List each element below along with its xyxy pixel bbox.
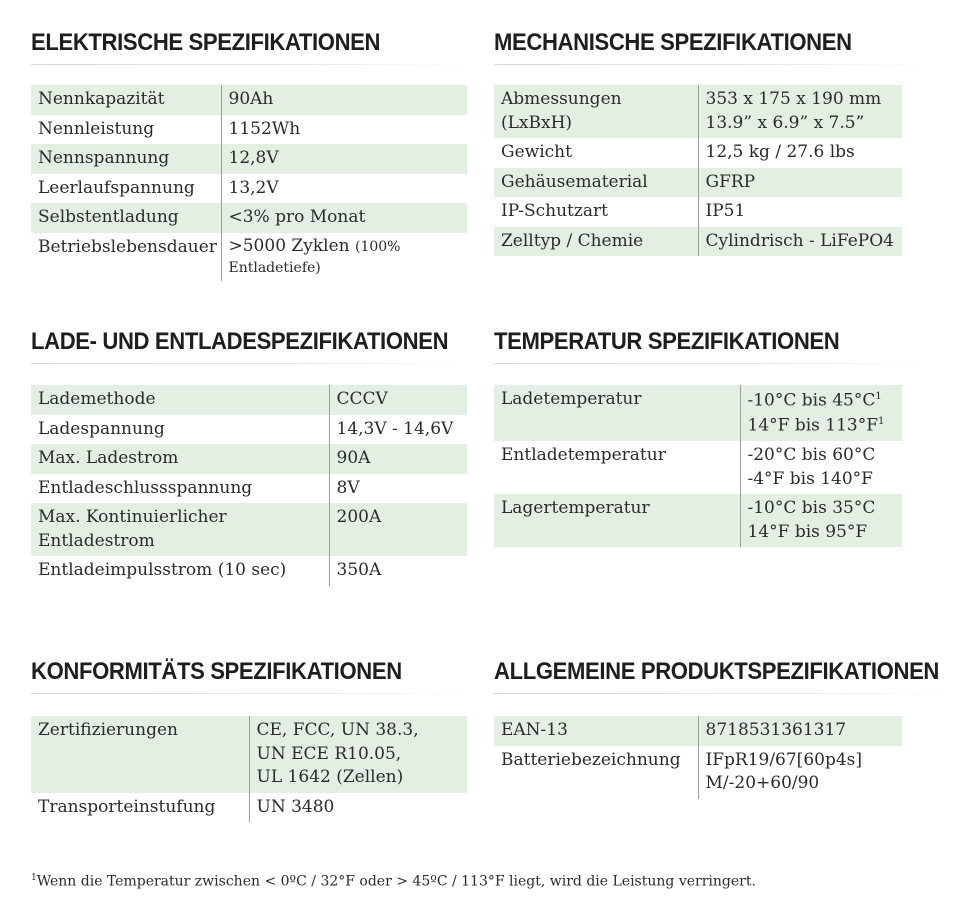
- section-divider: [31, 363, 471, 364]
- spec-label: Transporteinstufung: [38, 796, 216, 817]
- spec-label: Zertifizierungen: [31, 716, 249, 793]
- table-row: [31, 793, 467, 823]
- spec-value-note: (100%: [354, 238, 401, 255]
- table-row: [31, 556, 467, 586]
- compliance-section: [31, 658, 471, 694]
- spec-label: EAN-13: [494, 716, 698, 746]
- spec-value: 14,3V - 14,6V: [329, 415, 467, 445]
- spec-value: [740, 494, 902, 547]
- spec-label: Ladespannung: [38, 418, 165, 439]
- table-row: [494, 441, 902, 494]
- spec-label: Gehäusematerial: [494, 168, 698, 198]
- table-row: [494, 746, 902, 799]
- general-section: [494, 658, 954, 694]
- spec-value-line: CE, FCC, UN 38.3,: [256, 720, 419, 740]
- spec-label-line: Abmessungen: [501, 89, 622, 109]
- spec-value: 350A: [329, 556, 467, 586]
- spec-value-line: 14°F bis 95°F: [747, 521, 868, 542]
- spec-label: Nennspannung: [31, 144, 221, 174]
- spec-label: Entladeschlussspannung: [38, 477, 253, 498]
- spec-label: Entladeimpulsstrom (10 sec): [38, 560, 287, 580]
- table-row: [31, 85, 467, 115]
- table-row: [494, 716, 902, 746]
- spec-label-line: Entladestrom: [38, 530, 155, 551]
- table-row: [494, 494, 902, 547]
- temperature-title: TEMPERATUR SPEZIFIKATIONEN: [494, 328, 840, 355]
- spec-value: [221, 233, 467, 281]
- table-row: [31, 144, 467, 174]
- spec-value: 1152Wh: [221, 115, 467, 145]
- spec-value-line: -10°C bis 45°C: [747, 390, 876, 411]
- spec-label: Lademethode: [31, 385, 329, 415]
- spec-value-line: 353 x 175 x 190 mm: [705, 89, 882, 109]
- spec-value-line: UL 1642 (Zellen): [256, 767, 404, 787]
- spec-value: [698, 85, 902, 138]
- spec-value: IP51: [698, 197, 902, 227]
- spec-value-line: -20°C bis 60°C: [747, 445, 876, 466]
- footnote-text: Wenn die Temperatur zwischen < 0ºC / 32°F oder > 45ºC / 113°F liegt, wird die Leistung verringert.: [36, 873, 756, 890]
- spec-label: Entladetemperatur: [501, 445, 666, 466]
- spec-label: Nennleistung: [38, 118, 155, 139]
- table-row: [31, 716, 467, 793]
- spec-value: UN 3480: [249, 793, 467, 823]
- charging-title: LADE- UND ENTLADESPEZIFIKATIONEN: [31, 328, 449, 355]
- electrical-title: ELEKTRISCHE SPEZIFIKATIONEN: [31, 29, 381, 56]
- footnote-marker: 1: [875, 391, 882, 402]
- table-row: [31, 385, 467, 415]
- spec-value-line: 13.9” x 6.9” x 7.5”: [705, 112, 865, 133]
- spec-value: [740, 441, 902, 494]
- spec-value: 90A: [329, 444, 467, 474]
- spec-label: Gewicht: [501, 142, 572, 162]
- spec-label: Nennkapazität: [31, 85, 221, 115]
- mechanical-title: MECHANISCHE SPEZIFIKATIONEN: [494, 29, 852, 56]
- footnote-marker: 1: [31, 873, 37, 883]
- table-row: [31, 233, 467, 281]
- table-row: [31, 115, 467, 145]
- table-row: [31, 474, 467, 504]
- section-divider: [494, 693, 954, 694]
- spec-label-line: (LxBxH): [501, 112, 573, 133]
- spec-value-line: UN ECE R10.05,: [256, 743, 402, 764]
- table-row: [31, 174, 467, 204]
- section-divider: [494, 363, 934, 364]
- spec-value: 8718531361317: [698, 716, 902, 746]
- section-divider: [31, 64, 471, 65]
- spec-value-line: -4°F bis 140°F: [747, 468, 873, 489]
- spec-label: [31, 503, 329, 556]
- spec-value-line: -10°C bis 35°C: [747, 498, 876, 519]
- charging-table: [31, 385, 467, 586]
- electrical-section: [31, 29, 471, 65]
- compliance-table: [31, 716, 467, 822]
- spec-value: 90Ah: [221, 85, 467, 115]
- spec-label: Zelltyp / Chemie: [494, 227, 698, 257]
- spec-value: 200A: [329, 503, 467, 556]
- spec-value-note: Entladetiefe): [228, 259, 321, 276]
- table-row: [494, 197, 902, 227]
- table-row: [494, 227, 902, 257]
- spec-value: [740, 385, 902, 441]
- table-row: [31, 415, 467, 445]
- spec-value: [698, 746, 902, 799]
- spec-label: Batteriebezeichnung: [501, 749, 681, 770]
- section-divider: [494, 64, 934, 65]
- temperature-table: [494, 385, 902, 547]
- table-row: [31, 503, 467, 556]
- general-table: [494, 716, 902, 799]
- charging-section: [31, 328, 471, 364]
- spec-label: IP-Schutzart: [501, 201, 608, 221]
- spec-value: 13,2V: [221, 174, 467, 204]
- spec-label: Lagertemperatur: [494, 494, 740, 547]
- spec-label: [494, 85, 698, 138]
- temperature-section: [494, 328, 934, 364]
- spec-value: Cylindrisch - LiFePO4: [698, 227, 902, 257]
- table-row: [494, 168, 902, 198]
- table-row: [31, 444, 467, 474]
- mechanical-section: [494, 29, 934, 65]
- footnote-marker: 1: [878, 416, 885, 428]
- spec-value: 8V: [329, 474, 467, 504]
- spec-value: 12,8V: [221, 144, 467, 174]
- spec-value-line: 14°F bis 113°F: [747, 415, 879, 436]
- general-title: ALLGEMEINE PRODUKTSPEZIFIKATIONEN: [494, 658, 940, 685]
- mechanical-table: [494, 85, 902, 256]
- spec-value-line: IFpR19/67[60p4s]: [705, 749, 863, 770]
- table-row: [31, 203, 467, 233]
- spec-value: CCCV: [329, 385, 467, 415]
- electrical-table: [31, 85, 467, 281]
- spec-value: GFRP: [698, 168, 902, 198]
- table-row: [494, 85, 902, 138]
- spec-value: <3% pro Monat: [221, 203, 467, 233]
- spec-value-line: M/-20+60/90: [705, 773, 820, 793]
- spec-value: 12,5 kg / 27.6 lbs: [698, 138, 902, 168]
- table-row: [494, 385, 902, 441]
- spec-value: [249, 716, 467, 793]
- spec-label: Selbstentladung: [31, 203, 221, 233]
- spec-value-main: >5000 Zyklen: [228, 235, 350, 256]
- spec-label-line: Max. Kontinuierlicher: [38, 507, 227, 527]
- table-row: [494, 138, 902, 168]
- spec-label: Max. Ladestrom: [31, 444, 329, 474]
- spec-label: Leerlaufspannung: [38, 177, 195, 198]
- spec-label: Betriebslebensdauer: [38, 236, 217, 257]
- footnote: [31, 873, 756, 890]
- section-divider: [31, 693, 471, 694]
- compliance-title: KONFORMITÄTS SPEZIFIKATIONEN: [31, 658, 402, 685]
- spec-label: Ladetemperatur: [494, 385, 740, 441]
